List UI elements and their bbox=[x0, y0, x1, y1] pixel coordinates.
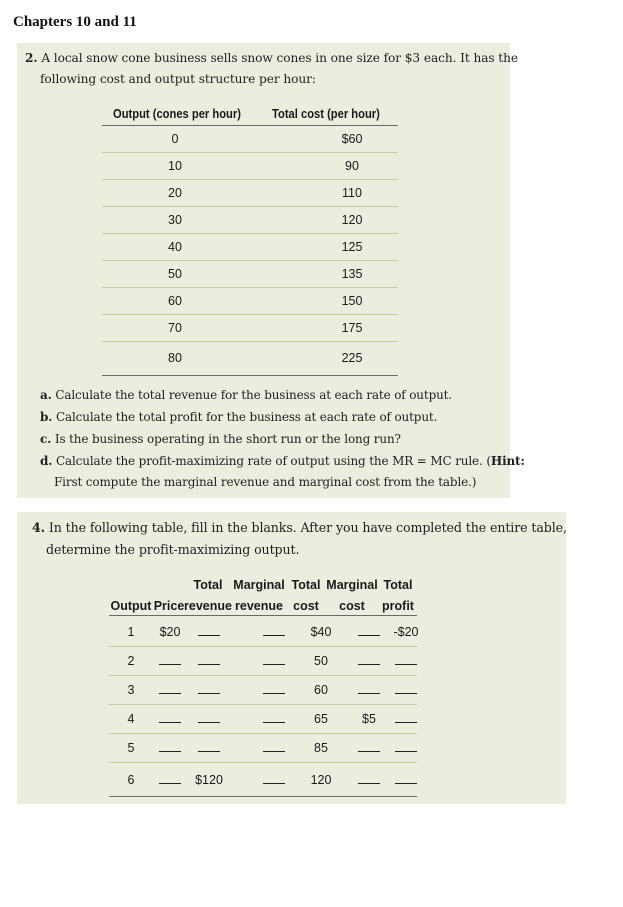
q4-header-marginal-cost: cost bbox=[339, 599, 365, 613]
q4-output-cell: 3 bbox=[127, 683, 135, 697]
q2-total-cost-cell: 120 bbox=[341, 213, 363, 227]
q2-header-output: Output (cones per hour) bbox=[113, 106, 241, 121]
fill-in-blank[interactable] bbox=[263, 635, 285, 636]
q2-total-cost-cell: 225 bbox=[341, 351, 363, 365]
q2-output-cell: 70 bbox=[168, 321, 182, 335]
q2-output-cell: 40 bbox=[168, 240, 182, 254]
q4-header-top-total-profit: Total bbox=[383, 578, 413, 592]
q4-header-top-total-cost: Total bbox=[291, 578, 321, 592]
fill-in-blank[interactable] bbox=[263, 722, 285, 723]
q4-table-row bbox=[109, 763, 417, 797]
q2-total-cost-cell: 150 bbox=[341, 294, 363, 308]
q4-output-cell: 6 bbox=[127, 773, 135, 787]
q4-header-top-marginal-cost: Marginal bbox=[326, 578, 378, 592]
q2-total-cost-cell: 110 bbox=[342, 186, 362, 200]
fill-in-blank[interactable] bbox=[159, 693, 181, 694]
q2-table-row bbox=[102, 288, 398, 315]
q4-total-cost-cell: 60 bbox=[314, 683, 328, 697]
q2-total-cost-cell: 135 bbox=[341, 267, 363, 281]
q2-subquestion-c: c. Is the business operating in the short run or the long run? bbox=[40, 432, 401, 446]
q2-table-row bbox=[102, 342, 398, 376]
question-2-text bbox=[25, 48, 518, 69]
q4-marginal-cost-cell: $5 bbox=[362, 712, 376, 726]
q4-header-cost: cost bbox=[293, 599, 319, 613]
q4-total-cost-cell: 85 bbox=[314, 741, 328, 755]
fill-in-blank[interactable] bbox=[159, 751, 181, 752]
question-2-number: 2. bbox=[25, 51, 38, 65]
q4-table-row bbox=[109, 705, 417, 734]
fill-in-blank[interactable] bbox=[263, 693, 285, 694]
fill-in-blank[interactable] bbox=[395, 722, 417, 723]
fill-in-blank[interactable] bbox=[198, 664, 220, 665]
q4-total-revenue-cell: $120 bbox=[195, 773, 223, 787]
q2-subquestion-d: d. Calculate the profit-maximizing rate of output using the MR = MC rule. (Hint: bbox=[40, 454, 525, 468]
fill-in-blank[interactable] bbox=[358, 664, 380, 665]
question-4-line1: In the following table, fill in the blanks. After you have completed the entire table, bbox=[48, 520, 567, 535]
question-4-line2: determine the profit-maximizing output. bbox=[46, 542, 300, 557]
q2-total-cost-cell: $60 bbox=[341, 132, 363, 146]
q4-header-marginal-revenue: revenue bbox=[235, 599, 283, 613]
fill-in-blank[interactable] bbox=[358, 693, 380, 694]
q2-output-cell: 20 bbox=[168, 186, 182, 200]
question-4-panel bbox=[17, 512, 566, 804]
q4-output-cell: 1 bbox=[127, 625, 135, 639]
q2-total-cost-cell: 125 bbox=[341, 240, 363, 254]
q4-output-cell: 4 bbox=[127, 712, 135, 726]
q4-header-profit: profit bbox=[382, 599, 414, 613]
question-2-panel bbox=[17, 43, 525, 498]
q4-output-cell: 2 bbox=[127, 654, 135, 668]
question-4-text bbox=[32, 517, 567, 538]
q2-table-row bbox=[102, 153, 398, 180]
fill-in-blank[interactable] bbox=[159, 722, 181, 723]
q2-output-cell: 30 bbox=[168, 213, 182, 227]
q4-header-top-total-revenue: Total bbox=[193, 578, 223, 592]
q4-output-cell: 5 bbox=[127, 741, 135, 755]
q2-table-row bbox=[102, 126, 398, 153]
fill-in-blank[interactable] bbox=[198, 751, 220, 752]
q4-header-revenue: revenue bbox=[184, 599, 232, 613]
fill-in-blank[interactable] bbox=[358, 783, 380, 784]
q2-table-row bbox=[102, 261, 398, 288]
q4-header-top-marginal-revenue: Marginal bbox=[233, 578, 285, 592]
q4-total-profit-cell: -$20 bbox=[393, 625, 419, 639]
q2-total-cost-cell: 175 bbox=[341, 321, 363, 335]
q2-output-cell: 10 bbox=[168, 159, 182, 173]
q2-header-total-cost: Total cost (per hour) bbox=[272, 106, 380, 121]
q4-header-price: Price bbox=[153, 599, 185, 613]
fill-in-blank[interactable] bbox=[198, 722, 220, 723]
q4-header-rule bbox=[109, 615, 417, 616]
q4-price-cell: $20 bbox=[159, 625, 181, 639]
q2-table-row bbox=[102, 180, 398, 207]
fill-in-blank[interactable] bbox=[198, 635, 220, 636]
fill-in-blank[interactable] bbox=[159, 664, 181, 665]
fill-in-blank[interactable] bbox=[395, 693, 417, 694]
q2-output-cell: 0 bbox=[171, 132, 179, 146]
fill-in-blank[interactable] bbox=[263, 664, 285, 665]
q4-table-row bbox=[109, 647, 417, 676]
q2-output-cell: 60 bbox=[168, 294, 182, 308]
q2-output-cell: 80 bbox=[168, 351, 182, 365]
chapter-heading: Chapters 10 and 11 bbox=[13, 14, 137, 30]
fill-in-blank[interactable] bbox=[159, 783, 181, 784]
q2-table-row bbox=[102, 315, 398, 342]
q2-table-row bbox=[102, 234, 398, 261]
fill-in-blank[interactable] bbox=[263, 783, 285, 784]
fill-in-blank[interactable] bbox=[358, 635, 380, 636]
fill-in-blank[interactable] bbox=[395, 664, 417, 665]
q4-header-output: Output bbox=[110, 599, 152, 613]
fill-in-blank[interactable] bbox=[263, 751, 285, 752]
fill-in-blank[interactable] bbox=[358, 751, 380, 752]
question-2-line2: following cost and output structure per hour: bbox=[40, 72, 316, 86]
q2-output-cell: 50 bbox=[168, 267, 182, 281]
q2-total-cost-cell: 90 bbox=[345, 159, 359, 173]
q4-total-cost-cell: 65 bbox=[314, 712, 328, 726]
q4-table-row bbox=[109, 618, 417, 647]
q4-total-cost-cell: 50 bbox=[314, 654, 328, 668]
q2-table-row bbox=[102, 207, 398, 234]
question-4-number: 4. bbox=[32, 520, 45, 535]
q2-subquestion-d-line2: First compute the marginal revenue and marginal cost from the table.) bbox=[54, 475, 477, 489]
fill-in-blank[interactable] bbox=[198, 693, 220, 694]
q4-table-row bbox=[109, 676, 417, 705]
fill-in-blank[interactable] bbox=[395, 783, 417, 784]
fill-in-blank[interactable] bbox=[395, 751, 417, 752]
q4-total-cost-cell: $40 bbox=[310, 625, 332, 639]
q4-total-cost-cell: 120 bbox=[310, 773, 332, 787]
q2-subquestion-b: b. Calculate the total profit for the business at each rate of output. bbox=[40, 410, 438, 424]
question-2-line1: A local snow cone business sells snow cones in one size for $3 each. It has the bbox=[41, 51, 518, 65]
q2-subquestion-a: a. Calculate the total revenue for the business at each rate of output. bbox=[40, 388, 453, 402]
hint-label: Hint: bbox=[490, 454, 525, 468]
q4-table-row bbox=[109, 734, 417, 763]
